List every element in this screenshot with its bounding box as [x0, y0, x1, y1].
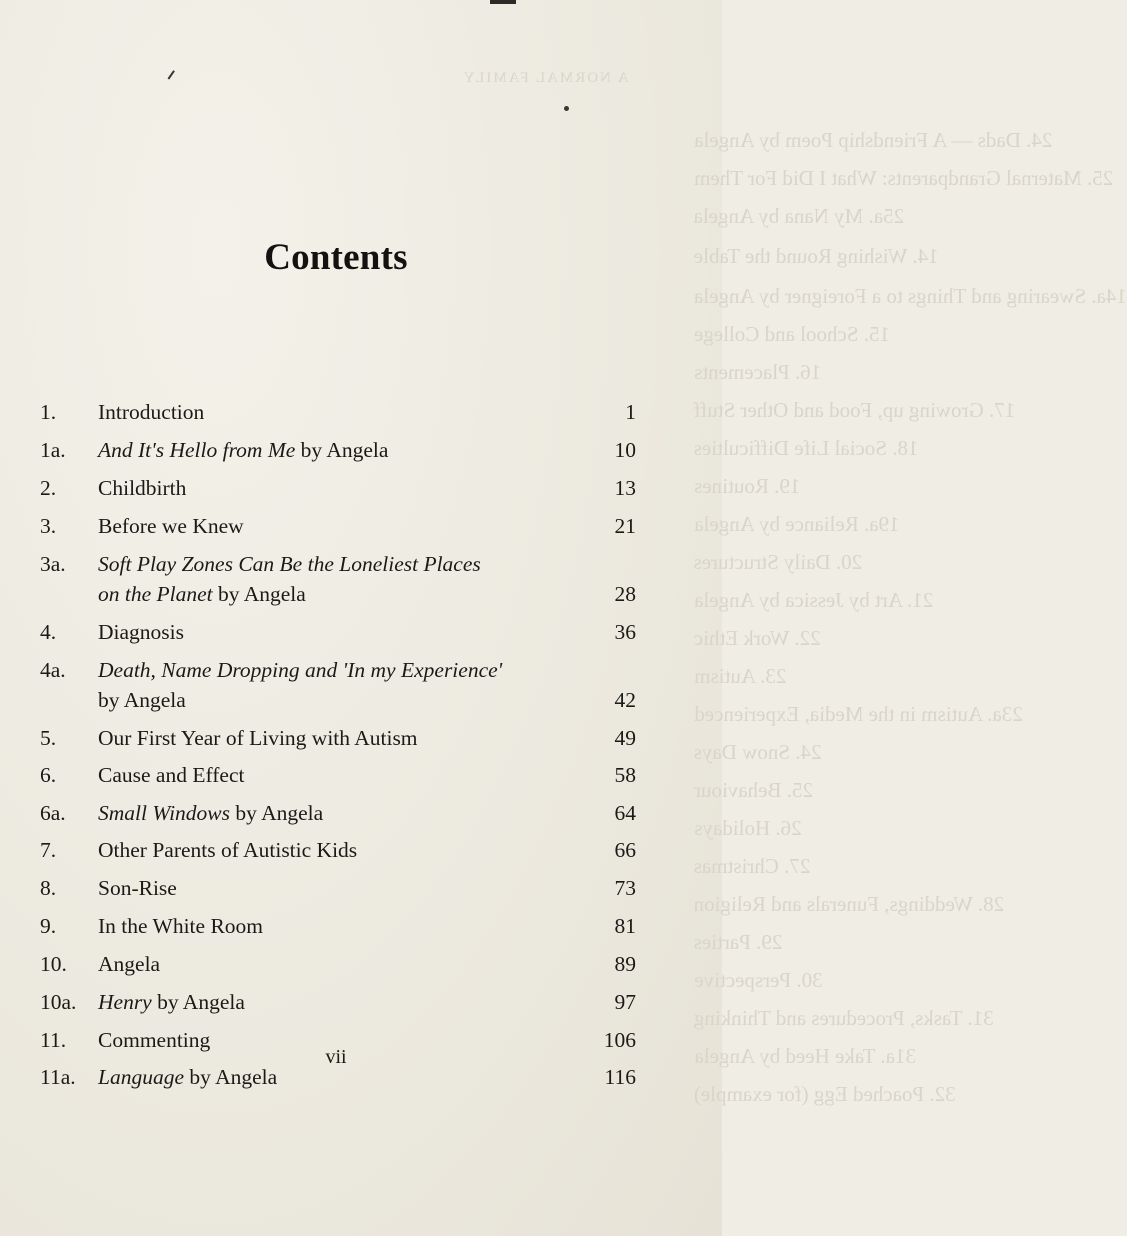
- chapter-number: 9.: [40, 914, 57, 938]
- ghost-line: 19a. Reliance by Angela: [694, 512, 900, 536]
- ghost-line: 23a. Autism in the Media, Experienced: [694, 702, 1023, 726]
- ghost-line: 21. Art by Jessica by Angela: [694, 588, 934, 612]
- ghost-line: 24. Snow Days: [694, 740, 822, 764]
- chapter-number: 11a.: [40, 1065, 76, 1089]
- ghost-line: 23. Autism: [694, 664, 787, 688]
- chapter-number: 2.: [40, 476, 57, 500]
- chapter-title: [98, 912, 263, 941]
- page-number: 21: [614, 514, 636, 538]
- page-number: 42: [614, 688, 636, 712]
- page-number: 81: [614, 914, 636, 938]
- ghost-line: 25. Behaviour: [694, 778, 813, 802]
- chapter-number: 6.: [40, 763, 57, 787]
- chapter-title: [98, 398, 204, 427]
- chapter-number: 11.: [40, 1028, 67, 1052]
- chapter-number: 6a.: [40, 801, 66, 825]
- title-part: by Angela: [98, 688, 186, 712]
- chapter-title: [98, 656, 502, 685]
- chapter-title: [98, 761, 244, 790]
- title-part: Commenting: [98, 1028, 211, 1052]
- ghost-line: 25a. My Nana by Angela: [694, 204, 905, 228]
- chapter-title: [98, 988, 245, 1017]
- title-part: Childbirth: [98, 476, 187, 500]
- ghost-line: 31a. Take Heed by Angela: [694, 1044, 916, 1068]
- chapter-number: 10.: [40, 952, 67, 976]
- ghost-line: 22. Work Ethic: [694, 626, 821, 650]
- chapter-title: [98, 580, 306, 609]
- chapter-title: [98, 686, 186, 715]
- page-number: 64: [614, 801, 636, 825]
- chapter-title: [98, 724, 418, 753]
- title-part: by Angela: [212, 582, 306, 606]
- ghost-line: 27. Christmas: [694, 854, 811, 878]
- page-number: 116: [604, 1065, 636, 1089]
- chapter-title: [98, 799, 323, 828]
- title-part: Introduction: [98, 400, 205, 424]
- page-number: 1: [625, 400, 636, 424]
- chapter-title: [98, 550, 481, 579]
- page-number: 58: [614, 763, 636, 787]
- chapter-title: [98, 436, 388, 465]
- italic-title-part: Soft Play Zones Can Be the Loneliest Places: [98, 552, 481, 576]
- ghost-line: 20. Daily Structures: [694, 550, 863, 574]
- title-part: Other Parents of Autistic Kids: [98, 838, 358, 862]
- chapter-number: 7.: [40, 838, 57, 862]
- page-number-footer: vii: [325, 1046, 347, 1068]
- chapter-title: [98, 512, 244, 541]
- title-part: by Angela: [230, 801, 324, 825]
- page-number: 49: [614, 726, 636, 750]
- italic-title-part: And It's Hello from Me: [98, 438, 296, 462]
- ghost-line: 28. Weddings, Funerals and Religion: [694, 892, 1005, 916]
- ghost-line: 24. Dads — A Friendship Poem by Angela: [694, 128, 1053, 152]
- title-part: Angela: [98, 952, 161, 976]
- ghost-line: 29. Parties: [694, 930, 783, 954]
- page-number: 36: [614, 620, 636, 644]
- chapter-title: [98, 950, 160, 979]
- chapter-number: 3a.: [40, 552, 66, 576]
- ghost-line: 25. Maternal Grandparents: What I Did For Them: [694, 166, 1114, 190]
- italic-title-part: Language: [98, 1065, 184, 1089]
- ghost-line: 17. Growing up, Food and Other Stuff: [694, 398, 1016, 422]
- chapter-title: [98, 836, 357, 865]
- chapter-number: 1.: [40, 400, 57, 424]
- ghost-line: 19. Routines: [694, 474, 801, 498]
- title-part: Our First Year of Living with Autism: [98, 726, 418, 750]
- page-number: 106: [603, 1028, 636, 1052]
- page-number: 97: [614, 990, 636, 1014]
- chapter-number: 8.: [40, 876, 57, 900]
- ghost-line: A NORMAL FAMILY: [462, 70, 629, 86]
- ghost-line: 16. Placements: [694, 360, 822, 384]
- title-part: In the White Room: [98, 914, 264, 938]
- page-number: 89: [614, 952, 636, 976]
- title-part: Diagnosis: [98, 620, 184, 644]
- ghost-line: 15. School and College: [694, 322, 890, 346]
- ghost-line: 14. Wishing Round the Table: [694, 244, 939, 268]
- chapter-number: 3.: [40, 514, 57, 538]
- page-number: 73: [614, 876, 636, 900]
- page-title: Contents: [264, 237, 408, 278]
- page-number: 28: [614, 582, 636, 606]
- chapter-number: 10a.: [40, 990, 77, 1014]
- italic-title-part: Death, Name Dropping and 'In my Experience': [98, 658, 503, 682]
- title-part: by Angela: [151, 990, 245, 1014]
- ghost-line: 30. Perspective: [694, 968, 823, 992]
- chapter-number: 4a.: [40, 658, 66, 682]
- italic-title-part: Henry: [98, 990, 152, 1014]
- italic-title-part: Small Windows: [98, 801, 231, 825]
- ghost-line: 32. Poached Egg (for example): [694, 1082, 956, 1106]
- title-part: Before we Knew: [98, 514, 244, 538]
- chapter-number: 1a.: [40, 438, 66, 462]
- chapter-number: 5.: [40, 726, 57, 750]
- ghost-line: 26. Holidays: [694, 816, 802, 840]
- chapter-title: [98, 874, 177, 903]
- page-number: 10: [614, 438, 636, 462]
- title-part: Cause and Effect: [98, 763, 245, 787]
- chapter-title: [98, 474, 186, 503]
- chapter-title: [98, 618, 184, 647]
- page-number: 66: [614, 838, 636, 862]
- title-part: by Angela: [184, 1065, 278, 1089]
- ghost-line: 18. Social Life Difficulties: [694, 436, 919, 460]
- ghost-line: 31. Tasks, Procedures and Thinking: [694, 1006, 994, 1030]
- chapter-number: 4.: [40, 620, 57, 644]
- title-part: Son-Rise: [98, 876, 177, 900]
- ghost-line: 14a. Swearing and Things to a Foreigner by Angela: [694, 284, 1127, 308]
- title-part: by Angela: [295, 438, 389, 462]
- italic-title-part: on the Planet: [98, 582, 213, 606]
- page-number: 13: [614, 476, 636, 500]
